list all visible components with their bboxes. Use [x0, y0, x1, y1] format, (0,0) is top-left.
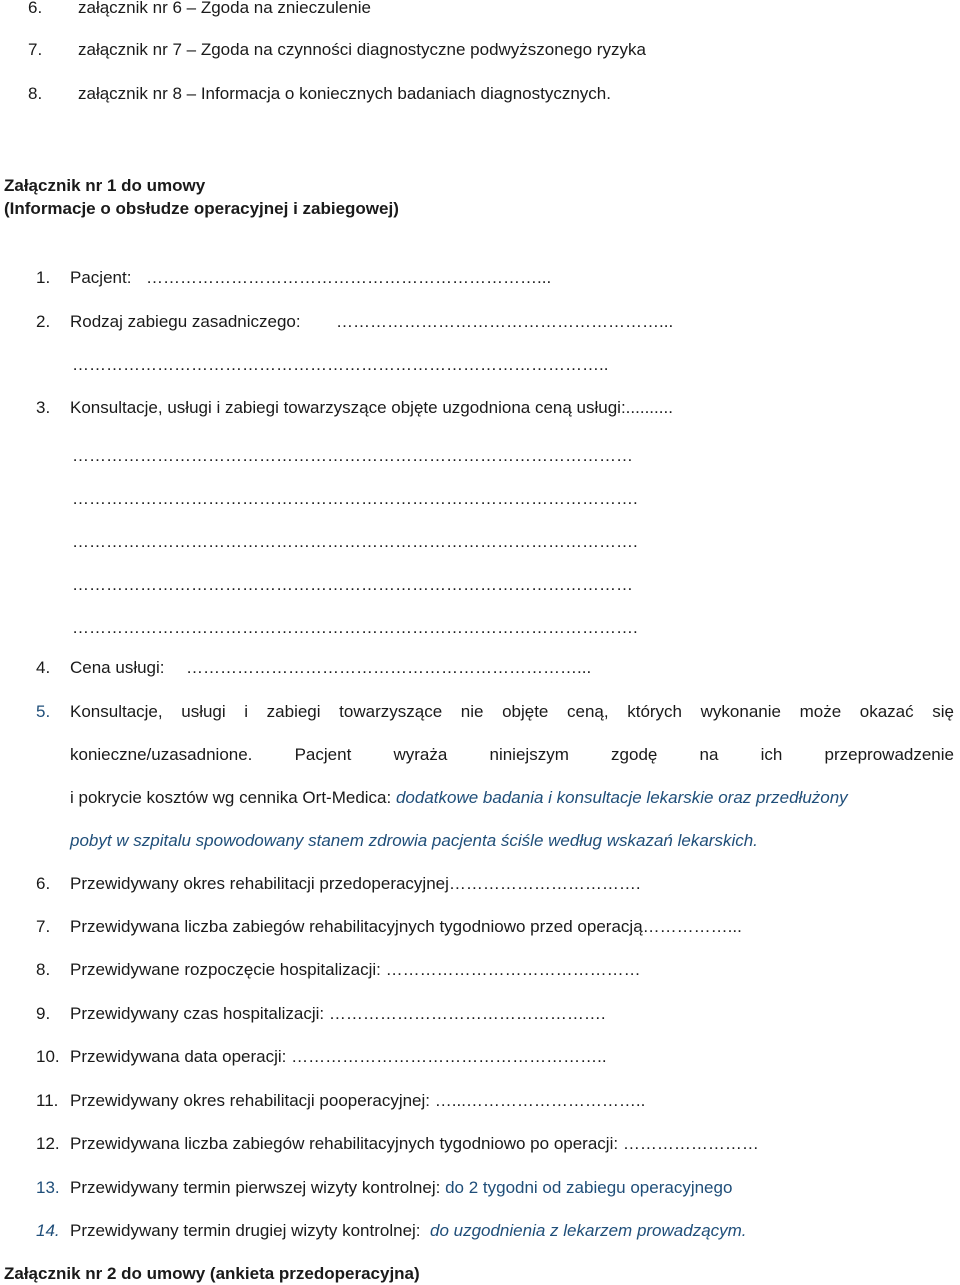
item-text: i pokrycie kosztów wg cennika Ort-Medica: [70, 788, 392, 807]
fill-dots-line: ……………………………………………………………………………………… [72, 575, 633, 594]
fill-dots: ……………………………………………………………... [186, 658, 592, 677]
item-rodzaj-zabiegu [36, 312, 674, 332]
fill-dots-line: ………………………………………………………………………………….. [72, 355, 609, 374]
item-rehab-przedoperacyjna [36, 874, 641, 894]
item-emphasis: dodatkowe badania i konsultacje lekarskie oraz przedłużony [395, 788, 848, 807]
fill-dots-line: ……………………………………………………………………………………… [72, 446, 633, 465]
item-value: do 2 tygodni od zabiegu operacyjnego [445, 1178, 733, 1197]
label-text: Przewidywany czas hospitalizacji: [70, 1004, 325, 1023]
item-label [70, 1134, 759, 1154]
label-text: Przewidywana liczba zabiegów rehabilitacyjnych tygodniowo przed operacją [70, 917, 643, 936]
item-number: 3. [36, 398, 51, 417]
item-number: 8. [36, 960, 51, 979]
fill-dots: …………………………………………………... [336, 312, 674, 331]
fill-dots: …...………………………….. [434, 1091, 646, 1110]
item-rehab-pooperacyjna [36, 1091, 646, 1111]
label-text: Przewidywana liczba zabiegów rehabilitacyjnych tygodniowo po operacji: [70, 1134, 619, 1153]
item-cena-uslugi [36, 658, 592, 678]
list-number: 8. [28, 84, 43, 103]
annex1-subtitle: (Informacje o obsłudze operacyjnej i zabiegowej) [4, 199, 399, 218]
item-label [70, 1004, 606, 1024]
fill-dots: ……………………………. [448, 874, 641, 893]
item-number: 12. [36, 1134, 60, 1153]
list-text: załącznik nr 6 – Zgoda na znieczulenie [78, 0, 371, 17]
item-liczba-zabiegow-przed [36, 917, 742, 937]
item-number: 10. [36, 1047, 60, 1066]
list-number: 7. [28, 40, 43, 59]
list-text: załącznik nr 8 – Informacja o koniecznych badaniach diagnostycznych. [78, 84, 611, 103]
item-label [70, 1047, 607, 1067]
item-number: 11. [36, 1091, 59, 1110]
item-number: 14. [36, 1221, 60, 1240]
fill-dots-line: ………………………………………………………………………………………. [72, 618, 638, 637]
item-number: 5. [36, 702, 51, 721]
label-text: Przewidywany okres rehabilitacji przedoperacyjnej [70, 874, 449, 893]
label-text: Przewidywana data operacji: [70, 1047, 287, 1066]
item-text-line [70, 788, 848, 808]
label-text: Przewidywany termin pierwszej wizyty kontrolnej: [70, 1178, 441, 1197]
item-pacjent [36, 268, 552, 288]
item-label [70, 874, 641, 894]
fill-dots: ……………………………………… [385, 960, 641, 979]
item-number: 13. [36, 1178, 60, 1197]
top-list-item-7 [28, 40, 646, 60]
annex1-title: Załącznik nr 1 do umowy [4, 176, 206, 195]
item-number: 1. [36, 268, 51, 287]
item-number: 6. [36, 874, 51, 893]
item-label: Pacjent: [70, 268, 132, 287]
item-label: Rodzaj zabiegu zasadniczego: [70, 312, 301, 331]
label-text: Przewidywany okres rehabilitacji pooperacyjnej: [70, 1091, 431, 1110]
item-druga-wizyta [36, 1221, 747, 1241]
item-pierwsza-wizyta [36, 1178, 733, 1198]
item-number: 9. [36, 1004, 51, 1023]
top-list-item-6 [28, 0, 371, 18]
item-data-operacji [36, 1047, 607, 1067]
item-konsultacje-objete [36, 398, 673, 418]
item-label [70, 960, 641, 980]
label-text: Przewidywany termin drugiej wizyty kontrolnej: [70, 1221, 421, 1240]
item-konsultacje-nieobjete [36, 702, 954, 722]
item-number: 4. [36, 658, 51, 677]
item-liczba-zabiegow-po [36, 1134, 759, 1154]
item-label [70, 1221, 747, 1241]
fill-dots: ……………... [642, 917, 742, 936]
item-label: Konsultacje, usługi i zabiegi towarzyszące objęte uzgodniona ceną usługi:.......... [70, 398, 673, 417]
item-number: 2. [36, 312, 51, 331]
top-list-item-8 [28, 84, 611, 104]
fill-dots-line: ………………………………………………………………………………………. [72, 489, 638, 508]
list-number: 6. [28, 0, 43, 17]
item-value: do uzgodnienia z lekarzem prowadzącym. [429, 1221, 747, 1240]
fill-dots: …………………… [622, 1134, 759, 1153]
item-label [70, 1091, 645, 1111]
item-label [70, 917, 742, 937]
item-emphasis-line: pobyt w szpitalu spowodowany stanem zdrowia pacjenta ściśle według wskazań lekarskich. [70, 831, 758, 850]
list-text: załącznik nr 7 – Zgoda na czynności diagnostyczne podwyższonego ryzyka [78, 40, 646, 59]
item-czas-hospitalizacji [36, 1004, 606, 1024]
item-rozpoczecie-hospitalizacji [36, 960, 641, 980]
fill-dots: …………………………………………. [328, 1004, 606, 1023]
item-number: 7. [36, 917, 51, 936]
fill-dots-line: ………………………………………………………………………………………. [72, 532, 638, 551]
fill-dots: ……………………………………………………………... [146, 268, 552, 287]
label-text: Przewidywane rozpoczęcie hospitalizacji: [70, 960, 381, 979]
item-text: Konsultacje, usługi i zabiegi towarzyszące nie objęte ceną, których wykonanie może okazać się [70, 702, 954, 721]
annex2-title: Załącznik nr 2 do umowy (ankieta przedoperacyjna) [4, 1264, 420, 1283]
fill-dots: ……………………………………………….. [291, 1047, 607, 1066]
item-label [70, 1178, 732, 1198]
item-text-line: konieczne/uzasadnione. Pacjent wyraża niniejszym zgodę na ich przeprowadzenie [70, 745, 954, 764]
item-label: Cena usługi: [70, 658, 165, 677]
